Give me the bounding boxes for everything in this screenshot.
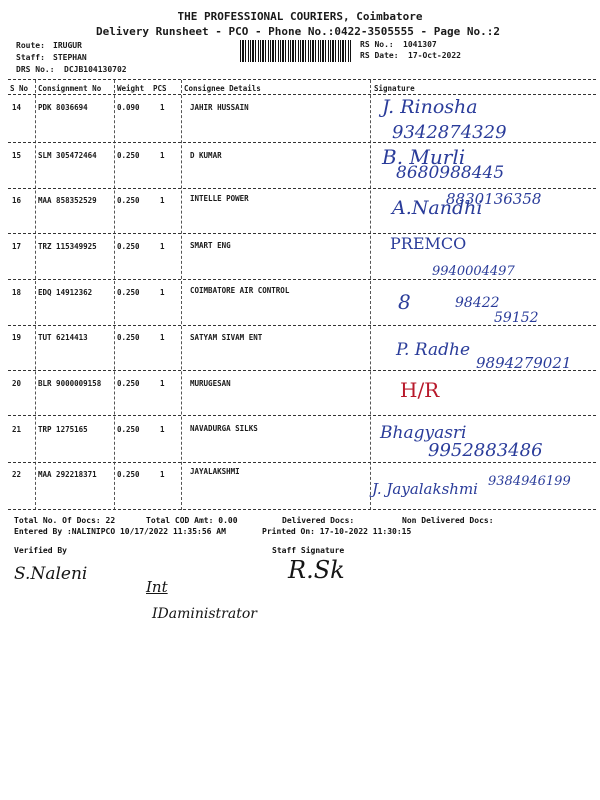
row-pcs: 1 [160,333,165,342]
phone-row-15: 8680988445 [396,163,505,183]
row-pcs: 1 [160,470,165,479]
row-consignment-no: MAA 858352529 [38,196,97,205]
total-cod: Total COD Amt: 0.00 [146,516,238,525]
rs-no-value: 1041307 [403,40,437,49]
row-separator [8,462,596,463]
phone-row-17: 9940004497 [432,264,515,279]
row-sno: 22 [12,470,22,479]
row-weight: 0.250 [117,242,140,251]
phone-row-21: 9952883486 [428,440,543,461]
signature-row-21: Bhagyasri [380,423,467,443]
row-separator [8,233,596,234]
row-sno: 18 [12,288,22,297]
signature-row-16: A.Nandhi [392,197,483,219]
row-consignment-no: PDK 8036694 [38,103,88,112]
col-header-weight: Weight [117,84,145,93]
row-consignment-no: TRZ 115349925 [38,242,97,251]
drs-value: DCJB104130702 [64,65,127,74]
row-consignee: NAVADURGA SILKS [190,424,258,433]
phone-row-22: 9384946199 [488,474,571,489]
drs-label: DRS No.: [16,65,55,74]
phone-row-19: 9894279021 [476,354,572,372]
verified-by-label: Verified By [14,546,67,555]
signature-row-14: J. Rinosha [382,96,478,118]
route-value: IRUGUR [53,41,82,50]
number-row-18: 98422 [455,295,500,311]
non-delivered-docs: Non Delivered Docs: [402,516,494,525]
row-consignee: JAHIR HUSSAIN [190,103,249,112]
table-header-rule [8,94,596,95]
row-consignee: SMART ENG [190,241,231,250]
col-header-sno: S No [10,84,29,93]
row-consignee: COIMBATORE AIR CONTROL [190,286,290,295]
col-header-consignee: Consignee Details [184,84,261,93]
row-consignee: INTELLE POWER [190,194,249,203]
row-sno: 20 [12,379,22,388]
phone-row-14: 9342874329 [392,122,507,143]
row-separator [8,415,596,416]
row-pcs: 1 [160,425,165,434]
row-consignee: SATYAM SIVAM ENT [190,333,263,342]
table-bottom-rule [8,509,596,510]
row-consignment-no: TUT 6214413 [38,333,88,342]
column-divider [114,80,115,510]
row-pcs: 1 [160,379,165,388]
column-divider [35,80,36,510]
rs-no-label: RS No.: [360,40,394,49]
row-weight: 0.250 [117,151,140,160]
row-pcs: 1 [160,103,165,112]
row-consignee: JAYALAKSHMI [190,467,240,476]
row-sno: 17 [12,242,22,251]
row-consignee: D KUMAR [190,151,222,160]
phone-row-16: 8830136358 [446,190,542,208]
delivered-docs: Delivered Docs: [282,516,355,525]
row-weight: 0.250 [117,288,140,297]
signature-row-15: B. Murli [382,145,466,169]
entered-by: Entered By :NALINIPCO 10/17/2022 11:35:56 AM [14,527,226,536]
row-weight: 0.250 [117,425,140,434]
company-title: THE PROFESSIONAL COURIERS, Coimbatore [177,10,423,23]
row-sno: 15 [12,151,22,160]
row-separator [8,188,596,189]
row-pcs: 1 [160,242,165,251]
row-weight: 0.250 [117,196,140,205]
row-consignment-no: SLM 305472464 [38,151,97,160]
column-divider [181,80,182,510]
staff-signature-label: Staff Signature [272,546,345,555]
number-row-18b: 59152 [494,310,539,326]
column-divider [370,80,371,510]
runsheet-title: Delivery Runsheet - PCO - Phone No.:0422-3505555 - Page No.:2 [96,25,500,38]
row-sno: 16 [12,196,22,205]
row-weight: 0.250 [117,379,140,388]
row-separator [8,279,596,280]
staff-label: Staff: [16,53,45,62]
rs-date-value: 17-Oct-2022 [408,51,461,60]
route-label: Route: [16,41,45,50]
row-consignment-no: MAA 292218371 [38,470,97,479]
row-weight: 0.090 [117,103,140,112]
row-consignment-no: TRP 1275165 [38,425,88,434]
row-sno: 14 [12,103,22,112]
row-consignee: MURUGESAN [190,379,231,388]
col-header-consignment: Consignment No [38,84,102,93]
row-sno: 19 [12,333,22,342]
int-note: Int [146,578,168,596]
printed-on: Printed On: 17-10-2022 11:30:15 [262,527,412,536]
row-consignment-no: BLR 9000009158 [38,379,102,388]
row-pcs: 1 [160,196,165,205]
rs-date-label: RS Date: [360,51,399,60]
row-sno: 21 [12,425,22,434]
signature-row-19: P. Radhe [396,340,471,360]
col-header-signature: Signature [374,84,415,93]
row-consignment-no: EDQ 14912362 [38,288,93,297]
mark-row-20: H/R [400,378,440,402]
barcode-image [240,40,352,62]
verified-signature: S.Naleni [14,564,88,584]
signature-row-17: PREMCO [390,234,467,253]
row-pcs: 1 [160,288,165,297]
staff-signature-mark: R.Sk [288,556,345,584]
signature-row-22: J. Jayalakshmi [372,480,478,498]
row-weight: 0.250 [117,333,140,342]
staff-value: STEPHAN [53,53,87,62]
admin-note: IDaministrator [152,606,257,622]
col-header-pcs: PCS [153,84,167,93]
row-separator [8,142,596,143]
total-docs: Total No. Of Docs: 22 [14,516,116,525]
row-weight: 0.250 [117,470,140,479]
table-top-rule [8,79,596,80]
row-pcs: 1 [160,151,165,160]
signature-row-18: 8 [398,290,411,314]
